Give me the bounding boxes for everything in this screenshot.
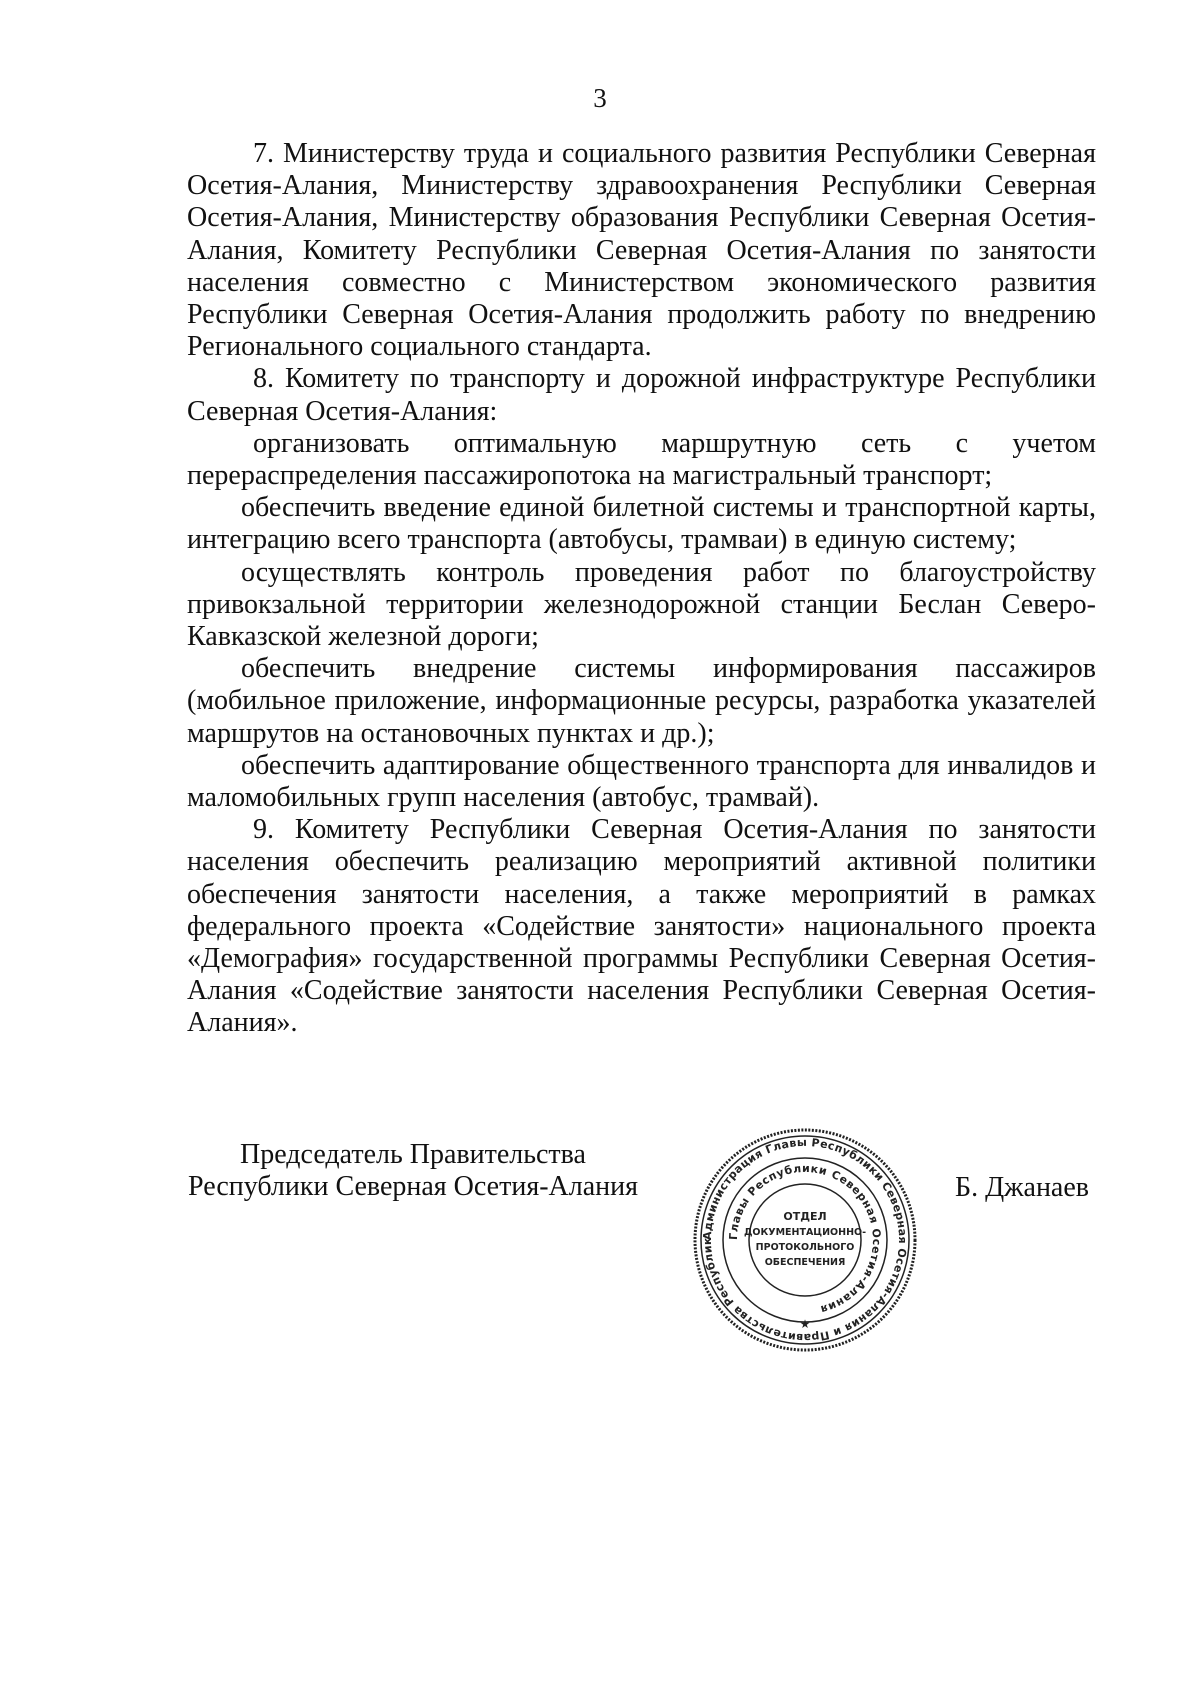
paragraph-subitem-station-control: осуществлять контроль проведения работ по благоустройству привокзальной территории железнодорожной станции Беслан Северо-Кавказской железной дороги;: [187, 556, 1096, 653]
paragraph-item-7: 7. Министерству труда и социального развития Республики Северная Осетия-Алания, Министерству здравоохранения Республики Северная Осетия-Алания, Министерству образования Республики Северная Осетия-Алания, Комитету Республики Северная Осетия-Алания по занятости населения совместно с Министерством экономического развития Республики Северная Осетия-Алания продолжить работу по внедрению Регионального социального стандарта.: [187, 138, 1096, 363]
seal-star-icon: ★: [799, 1317, 811, 1331]
seal-center-line-2: ДОКУМЕНТАЦИОННО-: [743, 1227, 867, 1238]
seal-outer-ring-text: Администрация Главы Республики Северная Осетия-Алания и Правительства Республик: [700, 1135, 910, 1345]
document-body: [187, 138, 1096, 1040]
seal-center-line-4: ОБЕСПЕЧЕНИЯ: [764, 1257, 846, 1268]
paragraph-subitem-route-network: организовать оптимальную маршрутную сеть с учетом перераспределения пассажиропотока на магистральный транспорт;: [187, 427, 1096, 492]
signatory-title-line-1: Председатель Правительства: [240, 1139, 586, 1170]
svg-text:Главы Республики Северная Осет: [727, 1162, 883, 1316]
paragraph-subitem-accessibility: обеспечить адаптирование общественного транспорта для инвалидов и маломобильных групп населения (автобус, трамвай).: [187, 749, 1096, 814]
signature-block: [0, 1125, 1200, 1355]
signatory-name: Б. Джанаев: [955, 1172, 1090, 1203]
signatory-title-line-2: Республики Северная Осетия-Алания: [188, 1171, 638, 1202]
signatory-title: [183, 1139, 643, 1203]
official-seal: [690, 1125, 920, 1355]
paragraph-subitem-passenger-info: обеспечить внедрение системы информирования пассажиров (мобильное приложение, информационные ресурсы, разработка указателей маршрутов на остановочных пунктах и др.);: [187, 653, 1096, 749]
seal-center-line-3: ПРОТОКОЛЬНОГО: [755, 1242, 855, 1253]
seal-graphic: [690, 1125, 920, 1355]
paragraph-item-9: 9. Комитету Республики Северная Осетия-Алания по занятости населения обеспечить реализацию мероприятий активной политики обеспечения занятости населения, а также мероприятий в рамках федерального проекта «Содействие занятости» национального проекта «Демография» государственной программы Республики Северная Осетия-Алания «Содействие занятости населения Республики Северная Осетия-Алания».: [187, 814, 1096, 1039]
seal-inner-ring-text: Главы Республики Северная Осетия-Алания: [726, 1161, 884, 1317]
paragraph-item-8: 8. Комитету по транспорту и дорожной инфраструктуре Республики Северная Осетия-Алания:: [187, 363, 1096, 427]
seal-center-line-1: ОТДЕЛ: [783, 1210, 827, 1223]
paragraph-subitem-ticket-system: обеспечить введение единой билетной системы и транспортной карты, интеграцию всего транспорта (автобусы, трамваи) в единую систему;: [187, 492, 1096, 556]
page-number: 3: [593, 83, 607, 113]
